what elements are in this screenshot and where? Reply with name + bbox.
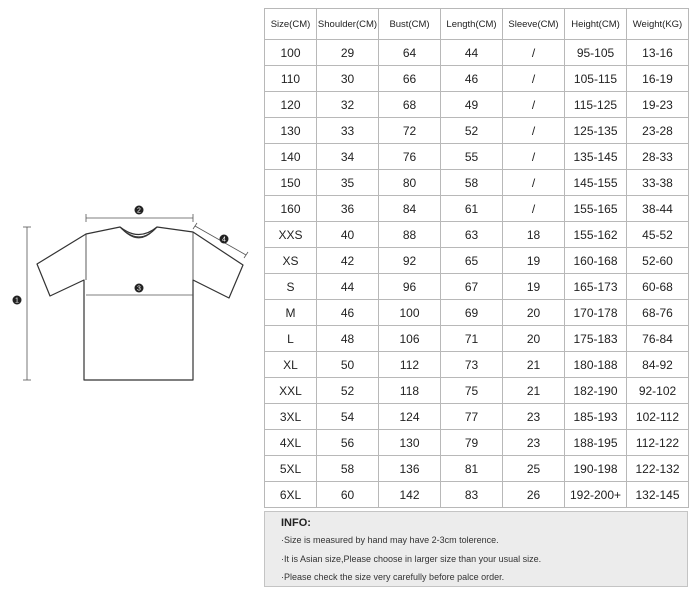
cell-bust: 84 xyxy=(379,196,441,222)
cell-weight: 16-19 xyxy=(627,66,689,92)
cell-length: 77 xyxy=(441,404,503,430)
marker-bust: 3 xyxy=(137,285,141,293)
cell-length: 49 xyxy=(441,92,503,118)
table-row xyxy=(265,144,689,170)
cell-size: 3XL xyxy=(265,404,317,430)
cell-size: 4XL xyxy=(265,430,317,456)
cell-weight: 19-23 xyxy=(627,92,689,118)
size-chart-table xyxy=(264,8,689,508)
cell-height: 125-135 xyxy=(565,118,627,144)
cell-height: 160-168 xyxy=(565,248,627,274)
info-line: ·Please check the size very carefully before palce order. xyxy=(281,572,505,582)
cell-size: 120 xyxy=(265,92,317,118)
cell-bust: 92 xyxy=(379,248,441,274)
cell-weight: 84-92 xyxy=(627,352,689,378)
table-row xyxy=(265,378,689,404)
cell-shoulder: 44 xyxy=(317,274,379,300)
table-row xyxy=(265,326,689,352)
cell-sleeve: 19 xyxy=(503,274,565,300)
marker-length: 1 xyxy=(15,297,19,305)
marker-shoulder: 2 xyxy=(137,207,141,215)
cell-size: 6XL xyxy=(265,482,317,508)
cell-size: 140 xyxy=(265,144,317,170)
header-length: Length(CM) xyxy=(441,9,503,40)
cell-height: 135-145 xyxy=(565,144,627,170)
cell-bust: 130 xyxy=(379,430,441,456)
cell-shoulder: 42 xyxy=(317,248,379,274)
cell-weight: 23-28 xyxy=(627,118,689,144)
cell-height: 188-195 xyxy=(565,430,627,456)
cell-length: 52 xyxy=(441,118,503,144)
cell-height: 145-155 xyxy=(565,170,627,196)
table-row xyxy=(265,118,689,144)
cell-shoulder: 30 xyxy=(317,66,379,92)
header-sleeve: Sleeve(CM) xyxy=(503,9,565,40)
table-row xyxy=(265,404,689,430)
cell-length: 83 xyxy=(441,482,503,508)
marker-sleeve: 4 xyxy=(222,236,226,244)
cell-length: 65 xyxy=(441,248,503,274)
cell-sleeve: / xyxy=(503,196,565,222)
cell-shoulder: 52 xyxy=(317,378,379,404)
cell-shoulder: 29 xyxy=(317,40,379,66)
cell-weight: 33-38 xyxy=(627,170,689,196)
cell-size: 130 xyxy=(265,118,317,144)
table-row xyxy=(265,222,689,248)
cell-sleeve: / xyxy=(503,144,565,170)
cell-shoulder: 50 xyxy=(317,352,379,378)
info-title: INFO: xyxy=(281,517,311,529)
header-bust: Bust(CM) xyxy=(379,9,441,40)
header-height: Height(CM) xyxy=(565,9,627,40)
cell-bust: 106 xyxy=(379,326,441,352)
cell-weight: 102-112 xyxy=(627,404,689,430)
cell-length: 58 xyxy=(441,170,503,196)
cell-length: 69 xyxy=(441,300,503,326)
table-row xyxy=(265,352,689,378)
cell-bust: 112 xyxy=(379,352,441,378)
cell-bust: 66 xyxy=(379,66,441,92)
cell-shoulder: 48 xyxy=(317,326,379,352)
cell-size: XL xyxy=(265,352,317,378)
cell-length: 71 xyxy=(441,326,503,352)
tshirt-outline xyxy=(37,227,243,380)
cell-size: 160 xyxy=(265,196,317,222)
cell-sleeve: 19 xyxy=(503,248,565,274)
cell-shoulder: 36 xyxy=(317,196,379,222)
cell-length: 67 xyxy=(441,274,503,300)
cell-sleeve: 20 xyxy=(503,326,565,352)
cell-height: 192-200+ xyxy=(565,482,627,508)
cell-bust: 100 xyxy=(379,300,441,326)
cell-bust: 142 xyxy=(379,482,441,508)
table-row xyxy=(265,40,689,66)
cell-height: 180-188 xyxy=(565,352,627,378)
cell-size: 110 xyxy=(265,66,317,92)
cell-weight: 122-132 xyxy=(627,456,689,482)
table-row xyxy=(265,456,689,482)
cell-size: M xyxy=(265,300,317,326)
cell-shoulder: 60 xyxy=(317,482,379,508)
cell-shoulder: 58 xyxy=(317,456,379,482)
header-shoulder: Shoulder(CM) xyxy=(317,9,379,40)
cell-sleeve: 21 xyxy=(503,352,565,378)
cell-bust: 88 xyxy=(379,222,441,248)
tshirt-measurement-diagram xyxy=(0,0,262,596)
cell-bust: 118 xyxy=(379,378,441,404)
cell-sleeve: / xyxy=(503,40,565,66)
cell-height: 190-198 xyxy=(565,456,627,482)
cell-shoulder: 40 xyxy=(317,222,379,248)
cell-height: 95-105 xyxy=(565,40,627,66)
cell-shoulder: 54 xyxy=(317,404,379,430)
cell-sleeve: 21 xyxy=(503,378,565,404)
cell-bust: 124 xyxy=(379,404,441,430)
cell-sleeve: 25 xyxy=(503,456,565,482)
cell-bust: 80 xyxy=(379,170,441,196)
table-row xyxy=(265,274,689,300)
info-line: ·It is Asian size,Please choose in larger size than your usual size. xyxy=(281,554,542,564)
cell-bust: 68 xyxy=(379,92,441,118)
cell-weight: 60-68 xyxy=(627,274,689,300)
table-row xyxy=(265,66,689,92)
cell-size: 150 xyxy=(265,170,317,196)
header-weight: Weight(KG) xyxy=(627,9,689,40)
cell-weight: 132-145 xyxy=(627,482,689,508)
cell-height: 165-173 xyxy=(565,274,627,300)
table-row xyxy=(265,92,689,118)
cell-sleeve: / xyxy=(503,66,565,92)
cell-shoulder: 46 xyxy=(317,300,379,326)
cell-weight: 13-16 xyxy=(627,40,689,66)
cell-shoulder: 56 xyxy=(317,430,379,456)
cell-bust: 96 xyxy=(379,274,441,300)
cell-weight: 92-102 xyxy=(627,378,689,404)
cell-weight: 45-52 xyxy=(627,222,689,248)
cell-size: 100 xyxy=(265,40,317,66)
cell-height: 155-162 xyxy=(565,222,627,248)
cell-size: 5XL xyxy=(265,456,317,482)
cell-weight: 68-76 xyxy=(627,300,689,326)
cell-length: 44 xyxy=(441,40,503,66)
cell-length: 55 xyxy=(441,144,503,170)
table-row xyxy=(265,300,689,326)
cell-sleeve: / xyxy=(503,118,565,144)
cell-length: 75 xyxy=(441,378,503,404)
cell-length: 81 xyxy=(441,456,503,482)
cell-bust: 64 xyxy=(379,40,441,66)
cell-shoulder: 33 xyxy=(317,118,379,144)
table-row xyxy=(265,430,689,456)
cell-weight: 28-33 xyxy=(627,144,689,170)
cell-sleeve: 18 xyxy=(503,222,565,248)
cell-sleeve: / xyxy=(503,92,565,118)
table-body xyxy=(265,40,689,508)
cell-height: 182-190 xyxy=(565,378,627,404)
cell-size: XXS xyxy=(265,222,317,248)
header-size: Size(CM) xyxy=(265,9,317,40)
info-line: ·Size is measured by hand may have 2-3cm tolerence. xyxy=(281,535,499,545)
table-row xyxy=(265,248,689,274)
tshirt-collar xyxy=(120,227,157,235)
cell-height: 170-178 xyxy=(565,300,627,326)
cell-height: 105-115 xyxy=(565,66,627,92)
cell-sleeve: 26 xyxy=(503,482,565,508)
cell-shoulder: 34 xyxy=(317,144,379,170)
cell-bust: 72 xyxy=(379,118,441,144)
table-row xyxy=(265,196,689,222)
table-row xyxy=(265,170,689,196)
info-box xyxy=(264,511,688,587)
cell-sleeve: 23 xyxy=(503,404,565,430)
cell-shoulder: 32 xyxy=(317,92,379,118)
cell-bust: 76 xyxy=(379,144,441,170)
cell-shoulder: 35 xyxy=(317,170,379,196)
cell-size: XXL xyxy=(265,378,317,404)
cell-size: XS xyxy=(265,248,317,274)
cell-length: 63 xyxy=(441,222,503,248)
cell-size: S xyxy=(265,274,317,300)
cell-bust: 136 xyxy=(379,456,441,482)
cell-height: 115-125 xyxy=(565,92,627,118)
table-header-row xyxy=(265,9,689,40)
cell-length: 46 xyxy=(441,66,503,92)
cell-weight: 76-84 xyxy=(627,326,689,352)
cell-height: 155-165 xyxy=(565,196,627,222)
cell-length: 73 xyxy=(441,352,503,378)
cell-size: L xyxy=(265,326,317,352)
table-row xyxy=(265,482,689,508)
cell-sleeve: 23 xyxy=(503,430,565,456)
cell-sleeve: / xyxy=(503,170,565,196)
cell-height: 175-183 xyxy=(565,326,627,352)
cell-height: 185-193 xyxy=(565,404,627,430)
cell-weight: 52-60 xyxy=(627,248,689,274)
cell-weight: 38-44 xyxy=(627,196,689,222)
cell-length: 61 xyxy=(441,196,503,222)
cell-sleeve: 20 xyxy=(503,300,565,326)
cell-length: 79 xyxy=(441,430,503,456)
cell-weight: 112-122 xyxy=(627,430,689,456)
